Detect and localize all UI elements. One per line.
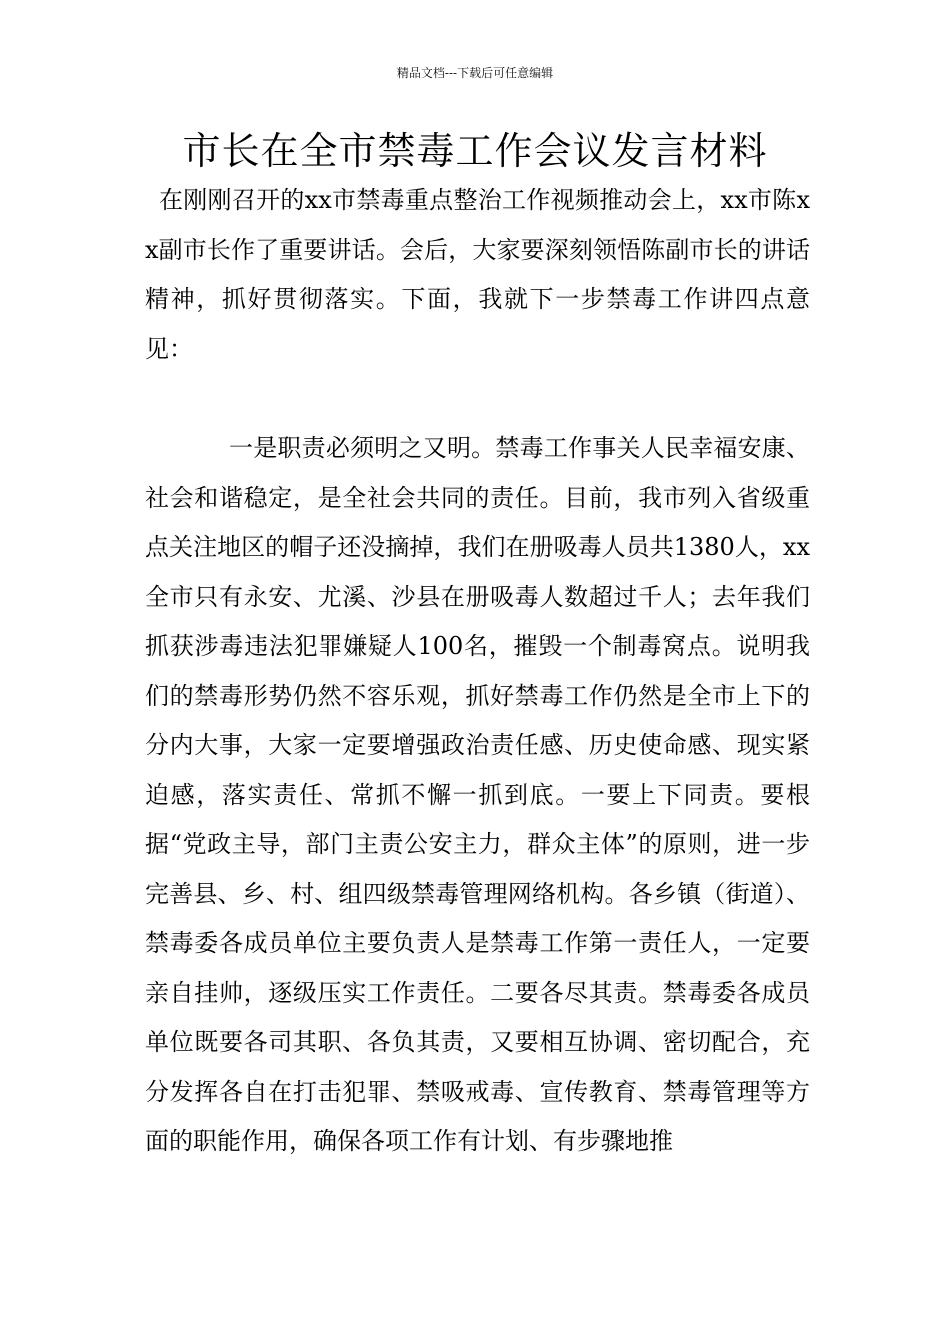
intro-paragraph: 在刚刚召开的xx市禁毒重点整治工作视频推动会上，xx市陈xx副市长作了重要讲话。会后，大家要深刻领悟陈副市长的讲话精神，抓好贯彻落实。下面，我就下一步禁毒工作讲四点意见：	[145, 186, 810, 363]
paragraph-one: 一是职责必须明之又明。禁毒工作事关人民幸福安康、社会和谐稳定，是全社会共同的责任。目前，我市列入省级重点关注地区的帽子还没摘掉，我们在册吸毒人员共1380人，xx全市只有永安、尤溪、沙县在册吸毒人数超过千人；去年我们抓获涉毒违法犯罪嫌疑人100名，摧毁一个制毒窝点。说明我们的禁毒形势仍然不容乐观，抓好禁毒工作仍然是全市上下的分内大事，大家一定要增强政治责任感、历史使命感、现实紧迫感，落实责任、常抓不懈一抓到底。一要上下同责。要根据“党政主导，部门主责公安主力，群众主体”的原则，进一步完善县、乡、村、组四级禁毒管理网络机构。各乡镇（街道）、禁毒委各成员单位主要负责人是禁毒工作第一责任人，一定要亲自挂帅，逐级压实工作责任。二要各尽其责。禁毒委各成员单位既要各司其职、各负其责，又要相互协调、密切配合，充分发挥各自在打击犯罪、禁吸戒毒、宣传教育、禁毒管理等方面的职能作用，确保各项工作有计划、有步骤地推	[145, 434, 810, 1155]
document-title: 市长在全市禁毒工作会议发言材料	[182, 129, 768, 173]
header-note: 精品文档---下载后可任意编辑	[396, 66, 554, 80]
